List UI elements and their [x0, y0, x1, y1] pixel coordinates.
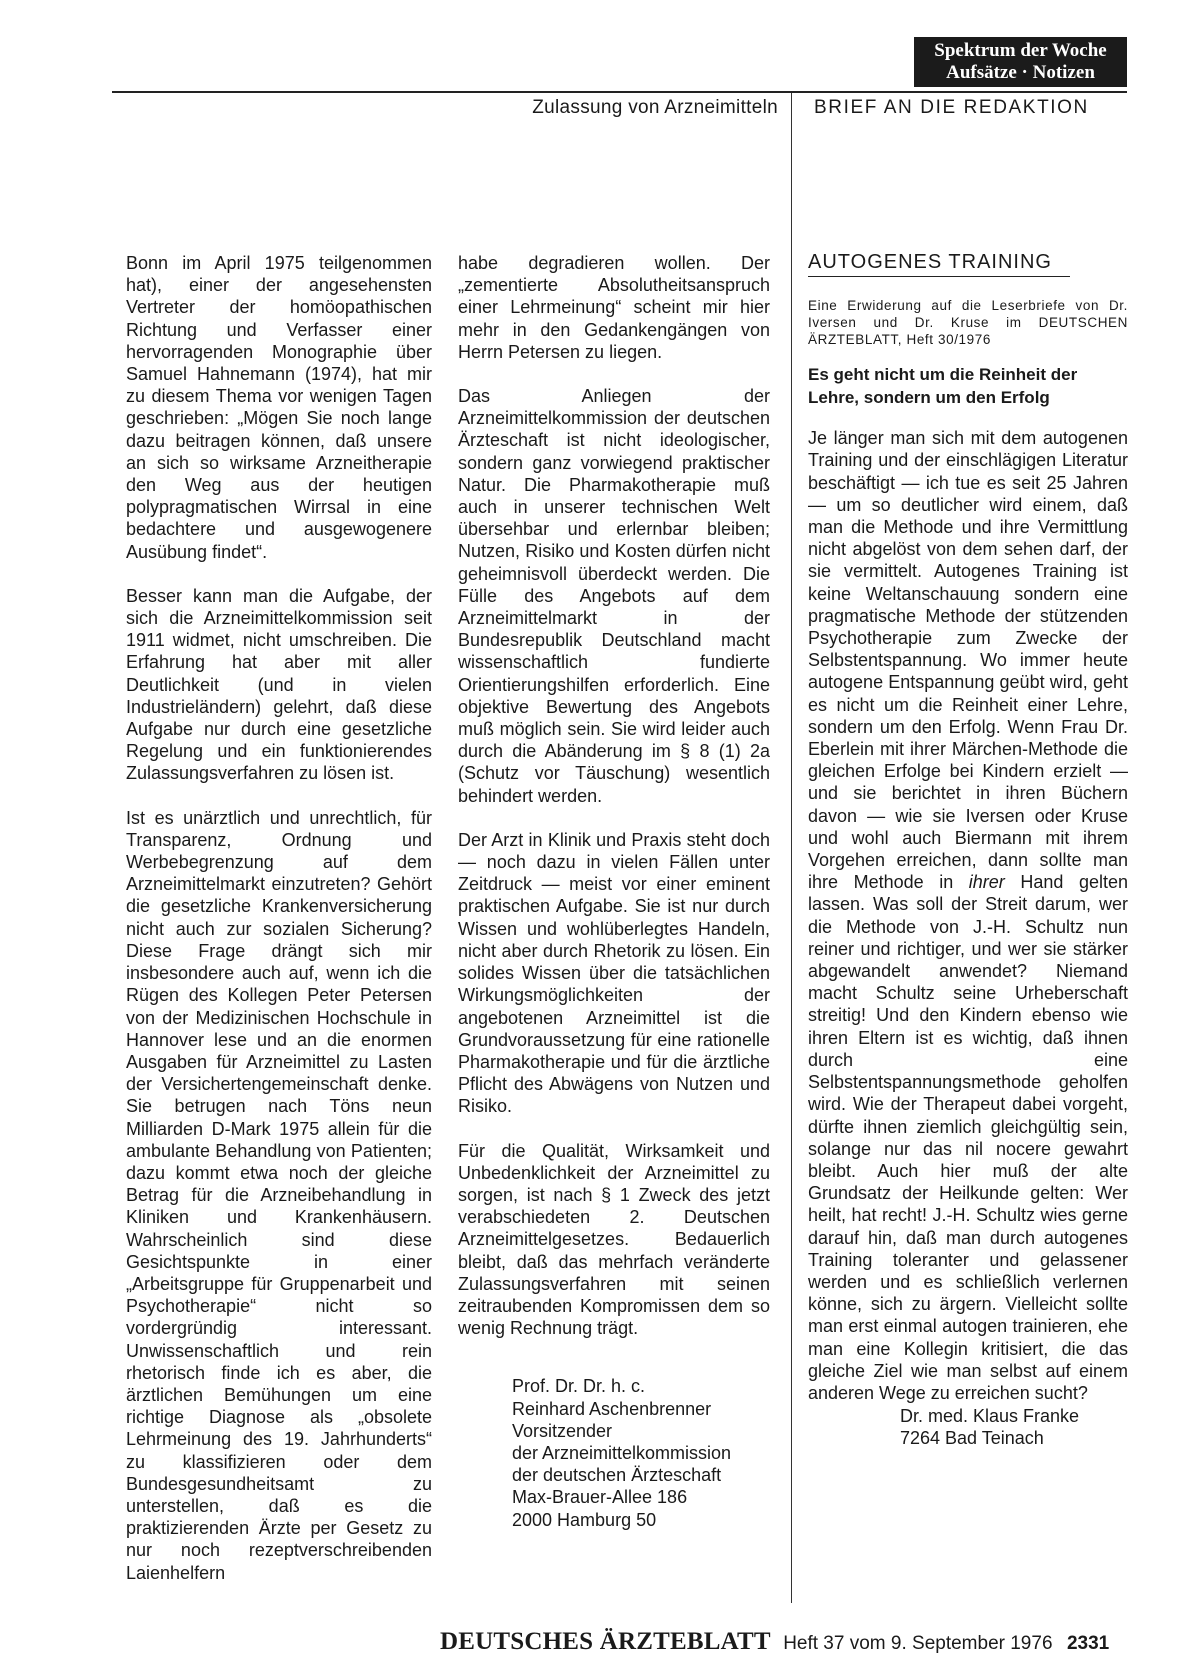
body-emphasis: ihrer: [968, 872, 1005, 893]
letter-subtitle: Eine Erwiderung auf die Leserbriefe von Dr. Iversen und Dr. Kruse im DEUTSCHEN ÄRZTEBLATT, Heft 30/1976: [808, 298, 1128, 348]
signature-line: Max-Brauer-Allee 186: [512, 1487, 688, 1508]
article-column-1: [126, 252, 432, 1584]
paragraph: habe degradieren wollen. Der „zementierte Absolutheitsanspruch einer Lehrmeinung“ scheint mir hier mehr in den Gedankengängen von Herrn Petersen zu liegen.: [458, 253, 770, 362]
paragraph: Der Arzt in Klinik und Praxis steht doch — noch dazu in vielen Fällen unter Zeitdruck — meist vor einer eminent praktischen Aufgabe. Sie ist nur durch Wissen und wohlüberlegtes Handeln, nicht aber durch Rhetorik zu lösen. Ein solides Wissen über die tatsächlichen Wirkungsmöglichkeiten der angebotenen Arzneimittel ist die Grundvoraussetzung für eine rationelle Pharmakotherapie und für die ärztliche Pflicht des Abwägens von Nutzen und Risiko.: [458, 829, 770, 1117]
paragraph: Für die Qualität, Wirksamkeit und Unbedenklichkeit der Arzneimittel zu sorgen, ist nach § 1 Zweck des jetzt verabschiedeten 2. Deutschen Arzneimittelgesetzes. Bedauerlich bleibt, daß das mehrfach veränderte Zulassungsverfahren mit seinen zeitraubenden Kompromissen dem so wenig Rechnung trägt.: [458, 1140, 770, 1339]
page-number: 2331: [1066, 1633, 1110, 1654]
body-text: Hand gelten lassen. Was soll der Streit darum, wer die Methode von J.-H. Schultz nun reiner und richtiger, und wer sie stärker abgewandelt anwendet? Niemand macht Schultz seine Urheberschaft streitig! Und den Kindern ebenso wie ihren Eltern ist es wichtig, daß ihnen durch eine Selbstentspannungsmethode geholfen wird. Wie der Therapeut dabei vorgeht, dürfte ihnen ziemlich gleichgültig sein, solange nur das nil nocere gewahrt bleibt. Auch hier muß der alte Grundsatz der Heilkunde gelten: Wer heilt, hat recht! J.-H. Schultz wies gerne darauf hin, daß man durch autogenes Training toleranter und gelassener werden und es schließlich verlernen könne, sich zu ärgern. Vielleicht sollte man erst einmal autogen trainieren, ehe man eine Kollegin kritisiert, die das gleiche Ziel wie man selbst auf einem anderen Wege zu erreichen sucht?: [808, 872, 1129, 1403]
section-title-left: Zulassung von Arzneimitteln: [532, 97, 778, 118]
paragraph: Das Anliegen der Arzneimittelkommission der deutschen Ärzteschaft ist nicht ideologischer, sondern ganz vorwiegend praktischer Natur. Die Pharmakotherapie muß auch in unserer technischen Welt übersehbar und erlernbar bleiben; Nutzen, Risiko und Kosten dürfen nicht geheimnisvoll überdeckt werden. Die Fülle des Angebots auf dem Arzneimittelmarkt in der Bundesrepublik Deutschland macht wissenschaftlich fundierte Orientierungshilfen erforderlich. Eine objektive Bewertung des Angebots muß möglich sein. Sie wird leider auch durch die Abänderung im § 8 (1) 2a (Schutz vor Täuschung) wesentlich behindert werden.: [458, 386, 770, 806]
letter-headline: Es geht nicht um die Reinheit der Lehre, sondern um den Erfolg: [808, 365, 1078, 408]
badge-line-2: Aufsätze · Notizen: [946, 62, 1095, 83]
badge-line-1: Spektrum der Woche: [934, 40, 1107, 61]
signature-line: 2000 Hamburg 50: [512, 1509, 657, 1530]
letter-body: [808, 427, 1128, 1404]
signature-line: der deutschen Ärzteschaft: [512, 1465, 722, 1486]
paragraph: Besser kann man die Aufgabe, der sich die Arzneimittelkommission seit 1911 widmet, nicht umschreiben. Die Erfahrung hat aber mit aller Deutlichkeit (und in vielen Industrieländern) gelehrt, daß diese Aufgabe nur durch eine gesetzliche Regelung und ein funktionierendes Zulassungsverfahren zu lösen ist.: [126, 585, 432, 784]
paragraph: Bonn im April 1975 teilgenommen hat), einer der angesehensten Vertreter der homöopathischen Richtung und Verfasser einer hervorragenden Monographie über Samuel Hahnemann (1974), hat mir zu diesem Thema vor wenigen Tagen geschrieben: „Mögen Sie noch lange dazu beitragen können, daß unsere an sich so wirksame Arzneitherapie den Weg aus der heutigen polypragmatischen Wirrsal in eine bedachtere und ausgewogenere Ausübung findet“.: [126, 253, 432, 562]
issue-info: Heft 37 vom 9. September 1976: [783, 1633, 1053, 1654]
letter-signature: [808, 1405, 1128, 1449]
header-rule: [112, 91, 1127, 93]
signature-line: 7264 Bad Teinach: [900, 1428, 1044, 1449]
page-footer: [440, 1628, 1130, 1656]
signature-line: Prof. Dr. Dr. h. c.: [512, 1376, 646, 1397]
signature-line: Reinhard Aschenbrenner: [512, 1398, 712, 1419]
letter-title: AUTOGENES TRAINING: [808, 251, 1070, 277]
journal-name: DEUTSCHES ÄRZTEBLATT: [440, 1628, 771, 1655]
column-divider: [791, 93, 792, 1603]
article-column-2: [458, 252, 770, 1531]
paragraph: Ist es unärztlich und unrechtlich, für Transparenz, Ordnung und Werbebegrenzung auf dem Arzneimittelmarkt einzutreten? Gehört die gesetzliche Krankenversicherung nicht auch zur sozialen Sicherung? Diese Frage drängt sich mir insbesondere auch auf, wenn ich die Rügen des Kollegen Peter Petersen von der Medizinischen Hochschule in Hannover lese und an die enormen Ausgaben für Arzneimittel zu Lasten der Versichertengemeinschaft denke. Sie betrugen nach Töns neun Milliarden D-Mark 1975 allein für die ambulante Behandlung von Patienten; dazu kommt etwa noch der gleiche Betrag für die Arzneibehandlung in Kliniken und Krankenhäusern. Wahrscheinlich sind diese Gesichtspunkte in einer „Arbeitsgruppe für Gruppenarbeit und Psychotherapie“ nicht so vordergründig interessant. Unwissenschaftlich und rein rhetorisch finde ich es aber, die ärztlichen Bemühungen um eine richtige Diagnose als „obsolete Lehrmeinung des 19. Jahrhunderts“ zu klassifizieren oder dem Bundesgesundheitsamt zu unterstellen, daß es die praktizierenden Ärzte per Gesetz zu nur noch rezeptverschreibenden Laienhelfern: [126, 807, 432, 1583]
signature-line: Vorsitzender: [512, 1420, 613, 1441]
section-badge: [914, 37, 1127, 87]
section-title-right: BRIEF AN DIE REDAKTION: [814, 97, 1089, 118]
signature-line: der Arzneimittelkommission: [512, 1442, 732, 1463]
signature-line: Dr. med. Klaus Franke: [900, 1406, 1080, 1427]
letter-column: [808, 251, 1128, 1450]
author-signature: [458, 1375, 770, 1530]
body-text: Je länger man sich mit dem autogenen Training und der einschlägigen Literatur beschäftigt — ich tue es seit 25 Jahren — um so deutlicher wird einem, daß man die Methode und ihre Vermittlung nicht abgelöst von dem sehen darf, der sie vermittelt. Autogenes Training ist keine Weltanschauung sondern eine pragmatische Methode der stützenden Psychotherapie zum Zwecke der Selbstentspannung. Wo immer heute autogene Entspannung geübt wird, geht es nicht um die Reinheit einer Lehre, sondern um den Erfolg. Wenn Frau Dr. Eberlein mit ihrer Märchen-Methode die gleichen Erfolge bei Kindern erzielt — und sie berichtet in ihren Büchern davon — wie sie Iversen oder Kruse und wohl auch Biermann mit ihrem Vorgehen erreichen, dann sollte man ihre Methode in: [808, 428, 1128, 893]
